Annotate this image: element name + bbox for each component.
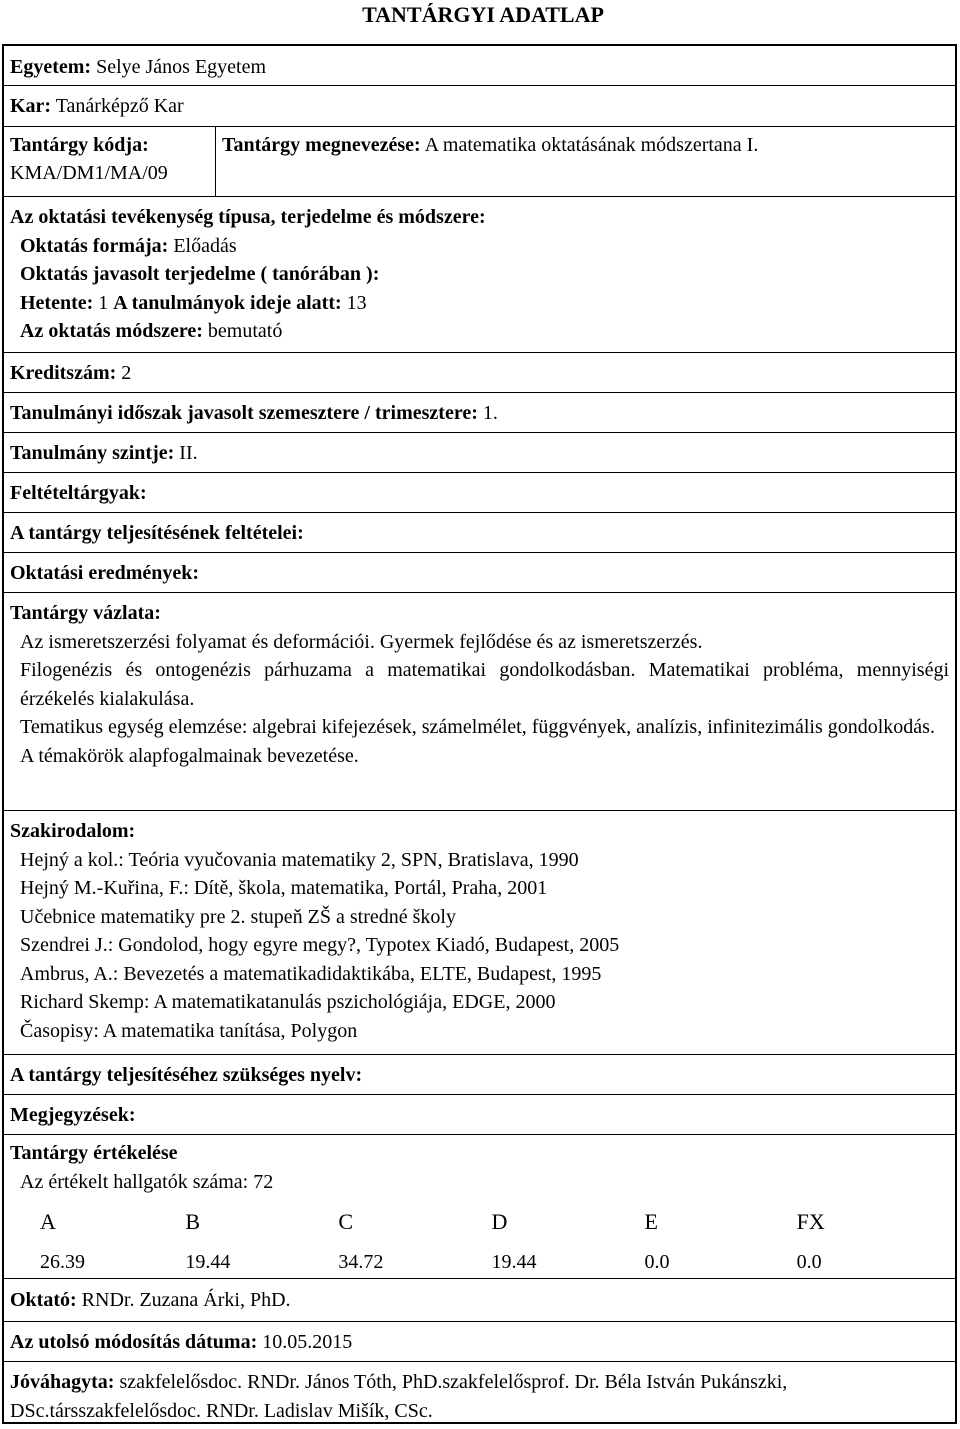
outline-row: [4, 593, 955, 811]
modified-value: 10.05.2015: [262, 1331, 353, 1353]
university-label: Egyetem:: [10, 56, 92, 78]
conditions-row: [4, 513, 955, 553]
course-sheet: [2, 44, 957, 1424]
literature-item: Ambrus, A.: Bevezetés a matematikadidaktikába, ELTE, Budapest, 1995: [20, 962, 602, 985]
teacher-row: [4, 1279, 955, 1322]
level-label: Tanulmány szintje:: [10, 442, 175, 464]
level-value: II.: [179, 442, 198, 464]
outcomes-row: [4, 553, 955, 593]
grades-value-row: [40, 1242, 949, 1282]
method-label: Az oktatás módszere:: [20, 320, 203, 342]
literature-item: Szendrei J.: Gondolod, hogy egyre megy?, Typotex Kiadó, Budapest, 2005: [20, 934, 620, 956]
literature-row: [4, 811, 955, 1055]
evaluation-label: Tantárgy értékelése: [10, 1142, 178, 1164]
page-title: TANTÁRGYI ADATLAP: [362, 2, 604, 27]
university-row: [4, 46, 955, 86]
scope-label: Oktatás javasolt terjedelme ( tanórában ):: [20, 263, 380, 285]
notes-row: [4, 1095, 955, 1135]
total-label: A tanulmányok ideje alatt:: [113, 291, 342, 314]
literature-item: Časopisy: A matematika tanítása, Polygon: [20, 1019, 358, 1042]
literature-item: Hejný M.-Kuřina, F.: Dítě, škola, matematika, Portál, Praha, 2001: [20, 877, 548, 899]
faculty-label: Kar:: [10, 95, 52, 117]
language-row: [4, 1055, 955, 1095]
university-value: Selye János Egyetem: [96, 56, 267, 78]
total-value: 13: [346, 291, 367, 314]
outline-line: A témakörök alapfogalmainak bevezetése.: [20, 744, 359, 767]
form-label: Oktatás formája:: [20, 234, 169, 257]
faculty-row: [4, 86, 955, 127]
language-label: A tantárgy teljesítéséhez szükséges nyelv:: [10, 1064, 363, 1086]
credits-value: 2: [121, 362, 132, 384]
credits-row: [4, 353, 955, 393]
faculty-value: Tanárképző Kar: [55, 95, 184, 117]
prerequisites-label: Feltételtárgyak:: [10, 482, 147, 504]
grade-letter: A: [40, 1209, 56, 1234]
outline-line: Filogenézis és ontogenézis párhuzama a matematikai gondolkodásban. Matematikai probléma, mennyiségi érzékelés kialakulása.: [20, 659, 949, 710]
literature-item: Učebnice matematiky pre 2. stupeň ZŠ a stredné školy: [20, 905, 456, 928]
approved-label: Jóváhagyta:: [10, 1371, 115, 1393]
course-code-cell: [4, 127, 216, 196]
weekly-label: Hetente:: [20, 291, 94, 314]
grade-percent: 0.0: [644, 1251, 670, 1273]
activity-row: [4, 197, 955, 353]
course-code-label: Tantárgy kódja:: [10, 134, 149, 156]
modified-label: Az utolsó módosítás dátuma:: [10, 1331, 258, 1353]
semester-row: [4, 393, 955, 433]
outcomes-label: Oktatási eredmények:: [10, 562, 200, 584]
grade-percent: 19.44: [185, 1251, 231, 1273]
evaluated-count: Az értékelt hallgatók száma: 72: [20, 1170, 274, 1193]
activity-heading: Az oktatási tevékenység típusa, terjedelme és módszere:: [10, 206, 486, 228]
teacher-label: Oktató:: [10, 1289, 77, 1311]
literature-item: Hejný a kol.: Teória vyučovania matematiky 2, SPN, Bratislava, 1990: [20, 848, 579, 871]
grade-letter: FX: [796, 1209, 825, 1234]
outline-line: Az ismeretszerzési folyamat és deformációi. Gyermek fejlődése és az ismeretszerzés.: [20, 630, 703, 653]
evaluation-row: [4, 1135, 955, 1279]
conditions-label: A tantárgy teljesítésének feltételei:: [10, 522, 304, 544]
modified-row: [4, 1322, 955, 1362]
outline-label: Tantárgy vázlata:: [10, 602, 161, 624]
approved-row: [4, 1362, 955, 1425]
grade-letter: D: [491, 1209, 508, 1234]
literature-label: Szakirodalom:: [10, 820, 136, 842]
form-value: Előadás: [173, 234, 237, 257]
approved-value: szakfelelősdoc. RNDr. János Tóth, PhD.szakfelelősprof. Dr. Béla István Pukánszki, DSc.társszakfelelősdoc. RNDr. Ladislav Mišík, CSc.: [10, 1371, 788, 1422]
grade-percent: 34.72: [338, 1251, 384, 1273]
outline-line: Tematikus egység elemzése: algebrai kifejezések, számelmélet, függvények, analízis, infinitezimális gondolkodás.: [20, 716, 935, 738]
credits-label: Kreditszám:: [10, 362, 117, 384]
weekly-value: 1: [98, 291, 109, 314]
method-value: bemutató: [207, 320, 283, 342]
prerequisites-row: [4, 473, 955, 513]
course-name-label: Tantárgy megnevezése:: [222, 134, 421, 156]
semester-label: Tanulmányi időszak javasolt szemesztere / trimesztere:: [10, 402, 478, 424]
grade-letter: E: [644, 1209, 658, 1234]
semester-value: 1.: [482, 402, 498, 424]
course-name-value: A matematika oktatásának módszertana I.: [424, 134, 759, 156]
course-code-value: KMA/DM1/MA/09: [10, 162, 168, 184]
grades-header-row: [40, 1202, 949, 1242]
course-id-row: [4, 127, 955, 197]
course-name-cell: [216, 127, 955, 196]
grades-table: [40, 1202, 949, 1282]
grade-letter: C: [338, 1209, 354, 1234]
grade-percent: 0.0: [796, 1251, 822, 1273]
teacher-value: RNDr. Zuzana Árki, PhD.: [81, 1289, 291, 1311]
notes-label: Megjegyzések:: [10, 1104, 136, 1126]
grade-letter: B: [185, 1209, 201, 1234]
literature-item: Richard Skemp: A matematikatanulás pszichológiája, EDGE, 2000: [20, 991, 556, 1013]
grade-percent: 19.44: [491, 1251, 537, 1273]
grade-percent: 26.39: [40, 1251, 85, 1273]
level-row: [4, 433, 955, 473]
